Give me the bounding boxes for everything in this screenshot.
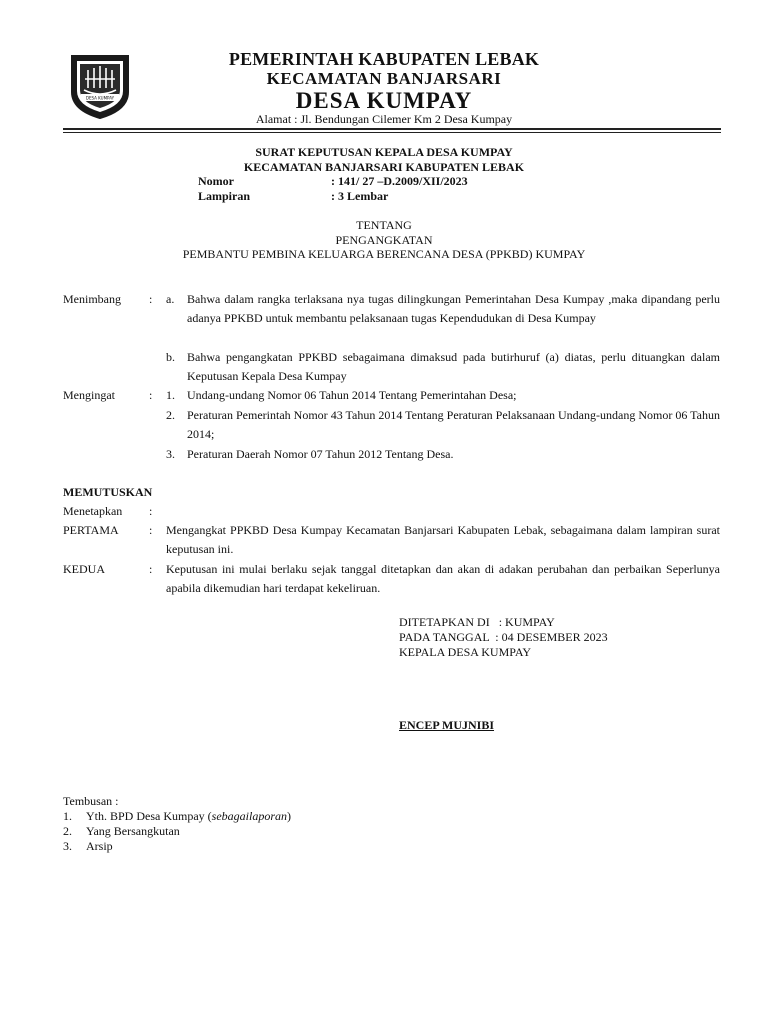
- tembusan-marker-3: 3.: [63, 839, 72, 853]
- menimbang-marker-a: a.: [166, 292, 175, 306]
- signature-place: DITETAPKAN DI : KUMPAY: [399, 615, 555, 629]
- decree-title: SURAT KEPUTUSAN KEPALA DESA KUMPAY: [255, 145, 513, 159]
- tembusan-item-3: Arsip: [86, 839, 113, 853]
- tembusan-item-1: Yth. BPD Desa Kumpay (sebagailaporan): [86, 809, 291, 823]
- header-district: KECAMATAN BANJARSARI: [266, 69, 502, 88]
- mengingat-marker-3: 3.: [166, 447, 175, 461]
- mengingat-item-2: Peraturan Pemerintah Nomor 43 Tahun 2014 Tentang Peraturan Pelaksanaan Undang-undang Nomor 06 Tahun 2014;: [187, 408, 720, 441]
- menimbang-item-a: Bahwa dalam rangka terlaksana nya tugas dilingkungan Pemerintahan Desa Kumpay ,maka dipandang perlu adanya PPKBD untuk membantu pelaksanaan tugas Kependudukan di Desa Kumpay: [187, 292, 720, 325]
- kedua-text: Keputusan ini mulai berlaku sejak tanggal ditetapkan dan akan di adakan perubahan dan perbaikan Seperlunya apabila dikemudian hari terdapat kekeliruan.: [166, 562, 720, 595]
- tembusan-marker-2: 2.: [63, 824, 72, 838]
- kedua-colon: :: [149, 562, 153, 576]
- mengingat-marker-2: 2.: [166, 408, 175, 422]
- signatory-name: ENCEP MUJNIBI: [399, 718, 495, 732]
- subject-line2: PEMBANTU PEMBINA KELUARGA BERENCANA DESA (PPKBD) KUMPAY: [182, 247, 586, 261]
- pertama-colon: :: [149, 523, 153, 537]
- lampiran-value: : 3 Lembar: [331, 189, 389, 203]
- tentang-heading: TENTANG: [356, 218, 412, 232]
- menimbang-label: Menimbang: [63, 292, 121, 306]
- pertama-text: Mengangkat PPKBD Desa Kumpay Kecamatan Banjarsari Kabupaten Lebak, sebagaimana dalam lampiran surat keputusan ini.: [166, 523, 720, 556]
- menimbang-item-b: Bahwa pengangkatan PPKBD sebagaimana dimaksud pada butirhuruf (a) diatas, perlu dituangkan dalam Keputusan Kepala Desa Kumpay: [187, 350, 720, 383]
- decree-subtitle: KECAMATAN BANJARSARI KABUPATEN LEBAK: [243, 160, 525, 174]
- mengingat-colon: :: [149, 388, 153, 402]
- kedua-label: KEDUA: [63, 562, 105, 576]
- lampiran-label: Lampiran: [198, 189, 251, 203]
- header-divider-thin: [63, 132, 721, 133]
- mengingat-label: Mengingat: [63, 388, 115, 402]
- pertama-label: PERTAMA: [63, 523, 119, 537]
- header-divider: [63, 128, 721, 130]
- menetapkan-colon: :: [149, 504, 153, 518]
- mengingat-item-1: Undang-undang Nomor 06 Tahun 2014 Tentang Pemerintahan Desa;: [187, 388, 517, 402]
- menimbang-marker-b: b.: [166, 350, 175, 364]
- svg-text:DESA KUMPAY: DESA KUMPAY: [85, 95, 115, 101]
- tembusan-marker-1: 1.: [63, 809, 72, 823]
- mengingat-item-3: Peraturan Daerah Nomor 07 Tahun 2012 Tentang Desa.: [187, 447, 454, 461]
- header-village: DESA KUMPAY: [295, 88, 473, 113]
- nomor-value: : 141/ 27 –D.2009/XII/2023: [331, 174, 468, 188]
- menimbang-colon: :: [149, 292, 153, 306]
- header-government: PEMERINTAH KABUPATEN LEBAK: [228, 49, 540, 69]
- mengingat-marker-1: 1.: [166, 388, 175, 402]
- signature-position: KEPALA DESA KUMPAY: [399, 645, 532, 659]
- tembusan-item-2: Yang Bersangkutan: [86, 824, 180, 838]
- signature-date: PADA TANGGAL : 04 DESEMBER 2023: [399, 630, 608, 644]
- nomor-label: Nomor: [198, 174, 234, 188]
- tembusan-label: Tembusan :: [63, 794, 119, 808]
- menetapkan-label: Menetapkan: [63, 504, 123, 518]
- memutuskan-heading: MEMUTUSKAN: [63, 485, 153, 499]
- subject-line1: PENGANGKATAN: [335, 233, 433, 247]
- header-address: Alamat : Jl. Bendungan Cilemer Km 2 Desa Kumpay: [255, 112, 513, 126]
